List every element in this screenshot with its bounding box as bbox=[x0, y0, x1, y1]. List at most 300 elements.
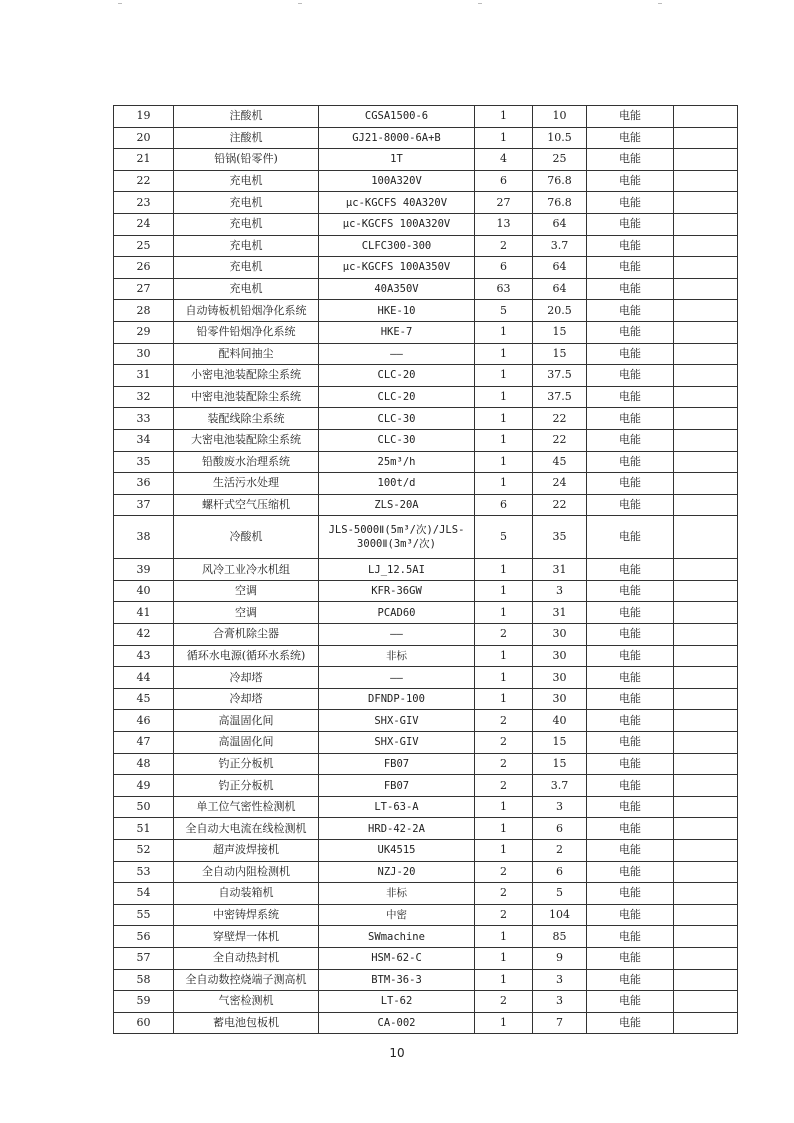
quantity-cell: 2 bbox=[475, 732, 533, 754]
power-cell: 3 bbox=[533, 796, 587, 818]
power-cell: 31 bbox=[533, 602, 587, 624]
row-number-cell: 20 bbox=[114, 127, 174, 149]
table-row bbox=[114, 667, 738, 689]
table-row bbox=[114, 991, 738, 1013]
row-number-cell: 42 bbox=[114, 624, 174, 646]
model-spec-cell: LJ_12.5AI bbox=[319, 559, 475, 581]
equipment-name-cell: 小密电池装配除尘系统 bbox=[174, 365, 319, 387]
quantity-cell: 2 bbox=[475, 235, 533, 257]
table-row bbox=[114, 861, 738, 883]
table-row bbox=[114, 473, 738, 495]
model-spec-cell: LT-63-A bbox=[319, 796, 475, 818]
quantity-cell: 2 bbox=[475, 775, 533, 797]
energy-type-cell: 电能 bbox=[587, 667, 674, 689]
remarks-cell bbox=[674, 343, 738, 365]
quantity-cell: 1 bbox=[475, 473, 533, 495]
power-cell: 76.8 bbox=[533, 170, 587, 192]
quantity-cell: 1 bbox=[475, 818, 533, 840]
row-number-cell: 53 bbox=[114, 861, 174, 883]
table-row bbox=[114, 149, 738, 171]
row-number-cell: 31 bbox=[114, 365, 174, 387]
energy-type-cell: 电能 bbox=[587, 149, 674, 171]
remarks-cell bbox=[674, 624, 738, 646]
power-cell: 3.7 bbox=[533, 775, 587, 797]
row-number-cell: 26 bbox=[114, 257, 174, 279]
table-row bbox=[114, 321, 738, 343]
row-number-cell: 56 bbox=[114, 926, 174, 948]
table-row bbox=[114, 106, 738, 128]
row-number-cell: 32 bbox=[114, 386, 174, 408]
energy-type-cell: 电能 bbox=[587, 106, 674, 128]
quantity-cell: 5 bbox=[475, 300, 533, 322]
quantity-cell: 1 bbox=[475, 580, 533, 602]
equipment-name-cell: 装配线除尘系统 bbox=[174, 408, 319, 430]
remarks-cell bbox=[674, 602, 738, 624]
equipment-name-cell: 充电机 bbox=[174, 235, 319, 257]
power-cell: 9 bbox=[533, 947, 587, 969]
row-number-cell: 55 bbox=[114, 904, 174, 926]
equipment-name-cell: 螺杆式空气压缩机 bbox=[174, 494, 319, 516]
quantity-cell: 2 bbox=[475, 904, 533, 926]
energy-type-cell: 电能 bbox=[587, 257, 674, 279]
quantity-cell: 1 bbox=[475, 1012, 533, 1034]
remarks-cell bbox=[674, 386, 738, 408]
energy-type-cell: 电能 bbox=[587, 429, 674, 451]
power-cell: 85 bbox=[533, 926, 587, 948]
power-cell: 10.5 bbox=[533, 127, 587, 149]
table-row bbox=[114, 775, 738, 797]
equipment-name-cell: 气密检测机 bbox=[174, 991, 319, 1013]
row-number-cell: 34 bbox=[114, 429, 174, 451]
equipment-name-cell: 超声波焊接机 bbox=[174, 840, 319, 862]
quantity-cell: 1 bbox=[475, 667, 533, 689]
model-spec-cell: CLC-30 bbox=[319, 429, 475, 451]
remarks-cell bbox=[674, 559, 738, 581]
row-number-cell: 58 bbox=[114, 969, 174, 991]
table-row bbox=[114, 408, 738, 430]
table-row bbox=[114, 688, 738, 710]
remarks-cell bbox=[674, 991, 738, 1013]
remarks-cell bbox=[674, 300, 738, 322]
remarks-cell bbox=[674, 753, 738, 775]
remarks-cell bbox=[674, 365, 738, 387]
equipment-name-cell: 空调 bbox=[174, 580, 319, 602]
quantity-cell: 5 bbox=[475, 516, 533, 559]
remarks-cell bbox=[674, 1012, 738, 1034]
quantity-cell: 2 bbox=[475, 991, 533, 1013]
equipment-table-container bbox=[113, 105, 737, 1034]
energy-type-cell: 电能 bbox=[587, 796, 674, 818]
table-row bbox=[114, 580, 738, 602]
row-number-cell: 54 bbox=[114, 883, 174, 905]
power-cell: 6 bbox=[533, 861, 587, 883]
remarks-cell bbox=[674, 645, 738, 667]
power-cell: 22 bbox=[533, 429, 587, 451]
row-number-cell: 38 bbox=[114, 516, 174, 559]
remarks-cell bbox=[674, 257, 738, 279]
energy-type-cell: 电能 bbox=[587, 127, 674, 149]
remarks-cell bbox=[674, 192, 738, 214]
model-spec-cell: JLS-5000Ⅱ(5m³/次)/JLS-3000Ⅱ(3m³/次) bbox=[319, 516, 475, 559]
remarks-cell bbox=[674, 494, 738, 516]
power-cell: 15 bbox=[533, 343, 587, 365]
table-row bbox=[114, 1012, 738, 1034]
scan-mark bbox=[658, 3, 662, 4]
quantity-cell: 6 bbox=[475, 257, 533, 279]
energy-type-cell: 电能 bbox=[587, 883, 674, 905]
equipment-name-cell: 充电机 bbox=[174, 170, 319, 192]
power-cell: 30 bbox=[533, 624, 587, 646]
row-number-cell: 48 bbox=[114, 753, 174, 775]
row-number-cell: 41 bbox=[114, 602, 174, 624]
energy-type-cell: 电能 bbox=[587, 278, 674, 300]
row-number-cell: 29 bbox=[114, 321, 174, 343]
table-row bbox=[114, 365, 738, 387]
power-cell: 30 bbox=[533, 645, 587, 667]
row-number-cell: 50 bbox=[114, 796, 174, 818]
model-spec-cell: FB07 bbox=[319, 753, 475, 775]
row-number-cell: 19 bbox=[114, 106, 174, 128]
equipment-name-cell: 全自动大电流在线检测机 bbox=[174, 818, 319, 840]
equipment-name-cell: 单工位气密性检测机 bbox=[174, 796, 319, 818]
table-row bbox=[114, 559, 738, 581]
row-number-cell: 59 bbox=[114, 991, 174, 1013]
quantity-cell: 1 bbox=[475, 947, 533, 969]
quantity-cell: 2 bbox=[475, 624, 533, 646]
remarks-cell bbox=[674, 149, 738, 171]
remarks-cell bbox=[674, 516, 738, 559]
quantity-cell: 1 bbox=[475, 408, 533, 430]
row-number-cell: 57 bbox=[114, 947, 174, 969]
table-row bbox=[114, 969, 738, 991]
power-cell: 64 bbox=[533, 257, 587, 279]
model-spec-cell: CLFC300-300 bbox=[319, 235, 475, 257]
row-number-cell: 51 bbox=[114, 818, 174, 840]
equipment-name-cell: 生活污水处理 bbox=[174, 473, 319, 495]
energy-type-cell: 电能 bbox=[587, 991, 674, 1013]
table-row bbox=[114, 192, 738, 214]
remarks-cell bbox=[674, 732, 738, 754]
remarks-cell bbox=[674, 429, 738, 451]
power-cell: 3 bbox=[533, 991, 587, 1013]
equipment-name-cell: 自动铸板机铅烟净化系统 bbox=[174, 300, 319, 322]
energy-type-cell: 电能 bbox=[587, 516, 674, 559]
model-spec-cell: UK4515 bbox=[319, 840, 475, 862]
scan-mark bbox=[118, 3, 122, 4]
energy-type-cell: 电能 bbox=[587, 559, 674, 581]
remarks-cell bbox=[674, 408, 738, 430]
remarks-cell bbox=[674, 321, 738, 343]
power-cell: 64 bbox=[533, 278, 587, 300]
energy-type-cell: 电能 bbox=[587, 775, 674, 797]
equipment-name-cell: 合膏机除尘器 bbox=[174, 624, 319, 646]
remarks-cell bbox=[674, 840, 738, 862]
power-cell: 2 bbox=[533, 840, 587, 862]
quantity-cell: 1 bbox=[475, 602, 533, 624]
model-spec-cell: SWmachine bbox=[319, 926, 475, 948]
quantity-cell: 63 bbox=[475, 278, 533, 300]
remarks-cell bbox=[674, 861, 738, 883]
power-cell: 35 bbox=[533, 516, 587, 559]
energy-type-cell: 电能 bbox=[587, 343, 674, 365]
table-row bbox=[114, 904, 738, 926]
equipment-table bbox=[113, 105, 738, 1034]
row-number-cell: 37 bbox=[114, 494, 174, 516]
remarks-cell bbox=[674, 904, 738, 926]
model-spec-cell: μc-KGCFS 100A320V bbox=[319, 213, 475, 235]
energy-type-cell: 电能 bbox=[587, 904, 674, 926]
row-number-cell: 30 bbox=[114, 343, 174, 365]
table-row bbox=[114, 235, 738, 257]
power-cell: 10 bbox=[533, 106, 587, 128]
quantity-cell: 1 bbox=[475, 645, 533, 667]
power-cell: 76.8 bbox=[533, 192, 587, 214]
model-spec-cell: CLC-30 bbox=[319, 408, 475, 430]
energy-type-cell: 电能 bbox=[587, 473, 674, 495]
equipment-name-cell: 注酸机 bbox=[174, 106, 319, 128]
model-spec-cell: 非标 bbox=[319, 883, 475, 905]
row-number-cell: 44 bbox=[114, 667, 174, 689]
table-row bbox=[114, 494, 738, 516]
remarks-cell bbox=[674, 213, 738, 235]
quantity-cell: 1 bbox=[475, 796, 533, 818]
model-spec-cell: HKE-7 bbox=[319, 321, 475, 343]
remarks-cell bbox=[674, 106, 738, 128]
model-spec-cell: 25m³/h bbox=[319, 451, 475, 473]
row-number-cell: 46 bbox=[114, 710, 174, 732]
row-number-cell: 35 bbox=[114, 451, 174, 473]
quantity-cell: 6 bbox=[475, 494, 533, 516]
table-row bbox=[114, 732, 738, 754]
model-spec-cell: SHX-GIV bbox=[319, 732, 475, 754]
remarks-cell bbox=[674, 451, 738, 473]
remarks-cell bbox=[674, 278, 738, 300]
row-number-cell: 45 bbox=[114, 688, 174, 710]
energy-type-cell: 电能 bbox=[587, 365, 674, 387]
model-spec-cell: —— bbox=[319, 343, 475, 365]
table-row bbox=[114, 818, 738, 840]
energy-type-cell: 电能 bbox=[587, 235, 674, 257]
equipment-name-cell: 空调 bbox=[174, 602, 319, 624]
row-number-cell: 24 bbox=[114, 213, 174, 235]
equipment-name-cell: 铅锅(铅零件) bbox=[174, 149, 319, 171]
model-spec-cell: CLC-20 bbox=[319, 386, 475, 408]
quantity-cell: 1 bbox=[475, 451, 533, 473]
energy-type-cell: 电能 bbox=[587, 645, 674, 667]
model-spec-cell: GJ21-8000-6A+B bbox=[319, 127, 475, 149]
model-spec-cell: 非标 bbox=[319, 645, 475, 667]
equipment-name-cell: 注酸机 bbox=[174, 127, 319, 149]
energy-type-cell: 电能 bbox=[587, 947, 674, 969]
row-number-cell: 39 bbox=[114, 559, 174, 581]
power-cell: 22 bbox=[533, 494, 587, 516]
row-number-cell: 33 bbox=[114, 408, 174, 430]
row-number-cell: 47 bbox=[114, 732, 174, 754]
power-cell: 15 bbox=[533, 321, 587, 343]
quantity-cell: 4 bbox=[475, 149, 533, 171]
model-spec-cell: —— bbox=[319, 667, 475, 689]
equipment-name-cell: 全自动内阻检测机 bbox=[174, 861, 319, 883]
equipment-name-cell: 风冷工业冷水机组 bbox=[174, 559, 319, 581]
scan-mark bbox=[298, 3, 302, 4]
quantity-cell: 1 bbox=[475, 429, 533, 451]
table-row bbox=[114, 947, 738, 969]
model-spec-cell: —— bbox=[319, 624, 475, 646]
model-spec-cell: SHX-GIV bbox=[319, 710, 475, 732]
quantity-cell: 2 bbox=[475, 883, 533, 905]
quantity-cell: 6 bbox=[475, 170, 533, 192]
table-row bbox=[114, 926, 738, 948]
equipment-name-cell: 循环水电源(循环水系统) bbox=[174, 645, 319, 667]
table-row bbox=[114, 516, 738, 559]
model-spec-cell: ZLS-20A bbox=[319, 494, 475, 516]
energy-type-cell: 电能 bbox=[587, 818, 674, 840]
energy-type-cell: 电能 bbox=[587, 580, 674, 602]
row-number-cell: 25 bbox=[114, 235, 174, 257]
equipment-name-cell: 钓正分板机 bbox=[174, 753, 319, 775]
model-spec-cell: LT-62 bbox=[319, 991, 475, 1013]
quantity-cell: 1 bbox=[475, 386, 533, 408]
table-row bbox=[114, 624, 738, 646]
equipment-name-cell: 中密铸焊系统 bbox=[174, 904, 319, 926]
equipment-name-cell: 高温固化间 bbox=[174, 732, 319, 754]
equipment-table-body bbox=[114, 106, 738, 1034]
model-spec-cell: NZJ-20 bbox=[319, 861, 475, 883]
equipment-name-cell: 配料间抽尘 bbox=[174, 343, 319, 365]
power-cell: 25 bbox=[533, 149, 587, 171]
row-number-cell: 27 bbox=[114, 278, 174, 300]
remarks-cell bbox=[674, 883, 738, 905]
power-cell: 30 bbox=[533, 688, 587, 710]
equipment-name-cell: 冷却塔 bbox=[174, 688, 319, 710]
model-spec-cell: μc-KGCFS 40A320V bbox=[319, 192, 475, 214]
table-row bbox=[114, 883, 738, 905]
quantity-cell: 1 bbox=[475, 127, 533, 149]
model-spec-cell: CGSA1500-6 bbox=[319, 106, 475, 128]
table-row bbox=[114, 710, 738, 732]
table-row bbox=[114, 429, 738, 451]
model-spec-cell: HRD-42-2A bbox=[319, 818, 475, 840]
row-number-cell: 28 bbox=[114, 300, 174, 322]
model-spec-cell: HKE-10 bbox=[319, 300, 475, 322]
equipment-name-cell: 冷酸机 bbox=[174, 516, 319, 559]
power-cell: 64 bbox=[533, 213, 587, 235]
model-spec-cell: 40A350V bbox=[319, 278, 475, 300]
remarks-cell bbox=[674, 796, 738, 818]
quantity-cell: 1 bbox=[475, 321, 533, 343]
power-cell: 3 bbox=[533, 580, 587, 602]
equipment-name-cell: 全自动数控烧端子测高机 bbox=[174, 969, 319, 991]
quantity-cell: 2 bbox=[475, 710, 533, 732]
energy-type-cell: 电能 bbox=[587, 624, 674, 646]
table-row bbox=[114, 451, 738, 473]
energy-type-cell: 电能 bbox=[587, 192, 674, 214]
equipment-name-cell: 冷却塔 bbox=[174, 667, 319, 689]
quantity-cell: 1 bbox=[475, 926, 533, 948]
model-spec-cell: CLC-20 bbox=[319, 365, 475, 387]
table-row bbox=[114, 170, 738, 192]
energy-type-cell: 电能 bbox=[587, 213, 674, 235]
quantity-cell: 2 bbox=[475, 861, 533, 883]
equipment-name-cell: 充电机 bbox=[174, 257, 319, 279]
power-cell: 45 bbox=[533, 451, 587, 473]
remarks-cell bbox=[674, 473, 738, 495]
energy-type-cell: 电能 bbox=[587, 451, 674, 473]
energy-type-cell: 电能 bbox=[587, 494, 674, 516]
model-spec-cell: HSM-62-C bbox=[319, 947, 475, 969]
row-number-cell: 23 bbox=[114, 192, 174, 214]
model-spec-cell: BTM-36-3 bbox=[319, 969, 475, 991]
power-cell: 3 bbox=[533, 969, 587, 991]
page-number: 10 bbox=[389, 1046, 405, 1060]
equipment-name-cell: 高温固化间 bbox=[174, 710, 319, 732]
table-row bbox=[114, 300, 738, 322]
table-row bbox=[114, 343, 738, 365]
equipment-name-cell: 穿壁焊一体机 bbox=[174, 926, 319, 948]
table-row bbox=[114, 257, 738, 279]
energy-type-cell: 电能 bbox=[587, 321, 674, 343]
equipment-name-cell: 铅酸废水治理系统 bbox=[174, 451, 319, 473]
quantity-cell: 1 bbox=[475, 343, 533, 365]
table-row bbox=[114, 796, 738, 818]
power-cell: 22 bbox=[533, 408, 587, 430]
power-cell: 3.7 bbox=[533, 235, 587, 257]
remarks-cell bbox=[674, 926, 738, 948]
power-cell: 104 bbox=[533, 904, 587, 926]
remarks-cell bbox=[674, 775, 738, 797]
model-spec-cell: 100A320V bbox=[319, 170, 475, 192]
row-number-cell: 52 bbox=[114, 840, 174, 862]
energy-type-cell: 电能 bbox=[587, 926, 674, 948]
energy-type-cell: 电能 bbox=[587, 732, 674, 754]
power-cell: 24 bbox=[533, 473, 587, 495]
remarks-cell bbox=[674, 969, 738, 991]
remarks-cell bbox=[674, 710, 738, 732]
model-spec-cell: FB07 bbox=[319, 775, 475, 797]
quantity-cell: 1 bbox=[475, 559, 533, 581]
model-spec-cell: μc-KGCFS 100A350V bbox=[319, 257, 475, 279]
remarks-cell bbox=[674, 580, 738, 602]
energy-type-cell: 电能 bbox=[587, 969, 674, 991]
quantity-cell: 1 bbox=[475, 688, 533, 710]
equipment-name-cell: 钓正分板机 bbox=[174, 775, 319, 797]
row-number-cell: 22 bbox=[114, 170, 174, 192]
power-cell: 7 bbox=[533, 1012, 587, 1034]
model-spec-cell: DFNDP-100 bbox=[319, 688, 475, 710]
model-spec-cell: KFR-36GW bbox=[319, 580, 475, 602]
remarks-cell bbox=[674, 818, 738, 840]
energy-type-cell: 电能 bbox=[587, 840, 674, 862]
energy-type-cell: 电能 bbox=[587, 1012, 674, 1034]
equipment-name-cell: 铅零件铅烟净化系统 bbox=[174, 321, 319, 343]
model-spec-cell: 1T bbox=[319, 149, 475, 171]
equipment-name-cell: 充电机 bbox=[174, 213, 319, 235]
power-cell: 15 bbox=[533, 753, 587, 775]
energy-type-cell: 电能 bbox=[587, 710, 674, 732]
energy-type-cell: 电能 bbox=[587, 688, 674, 710]
remarks-cell bbox=[674, 667, 738, 689]
energy-type-cell: 电能 bbox=[587, 300, 674, 322]
equipment-name-cell: 充电机 bbox=[174, 278, 319, 300]
remarks-cell bbox=[674, 170, 738, 192]
table-row bbox=[114, 127, 738, 149]
remarks-cell bbox=[674, 947, 738, 969]
remarks-cell bbox=[674, 235, 738, 257]
power-cell: 6 bbox=[533, 818, 587, 840]
row-number-cell: 21 bbox=[114, 149, 174, 171]
scan-mark bbox=[478, 3, 482, 4]
quantity-cell: 1 bbox=[475, 365, 533, 387]
